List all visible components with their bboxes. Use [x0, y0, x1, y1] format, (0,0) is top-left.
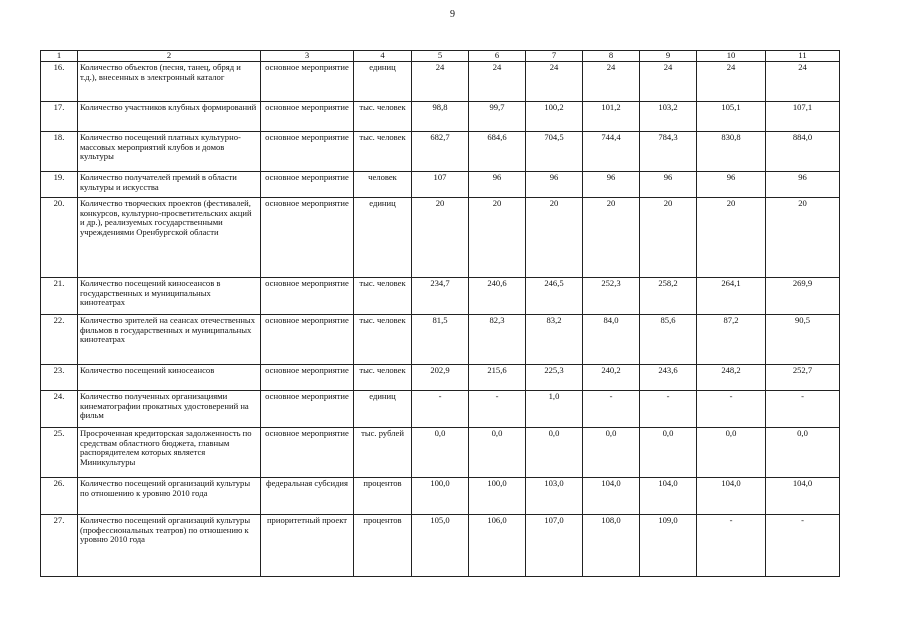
indicator-name: Количество посещений организаций культуры (профессиональных театров) по отношению к уровню 2010 года — [78, 514, 261, 576]
row-number: 18. — [41, 131, 78, 171]
page-number: 9 — [450, 9, 455, 20]
value-cell: 81,5 — [412, 314, 469, 364]
value-cell: 744,4 — [583, 131, 640, 171]
value-cell: 108,0 — [583, 514, 640, 576]
value-cell: 103,2 — [640, 101, 697, 131]
value-cell: 20 — [697, 197, 766, 277]
table-row — [41, 364, 840, 390]
value-cell: 20 — [412, 197, 469, 277]
value-cell: 24 — [697, 61, 766, 101]
table-row — [41, 171, 840, 197]
row-number: 27. — [41, 514, 78, 576]
value-cell: 240,6 — [469, 277, 526, 314]
value-cell: 96 — [583, 171, 640, 197]
unit-cell: тыс. человек — [354, 364, 412, 390]
value-cell: 84,0 — [583, 314, 640, 364]
value-cell: 243,6 — [640, 364, 697, 390]
value-cell: 20 — [640, 197, 697, 277]
value-cell: 107,1 — [766, 101, 840, 131]
value-cell: 264,1 — [697, 277, 766, 314]
indicators-table — [40, 50, 840, 577]
event-type: федеральная субсидия — [261, 477, 354, 514]
value-cell: 99,7 — [469, 101, 526, 131]
event-type: основное мероприятие — [261, 427, 354, 477]
indicator-name: Количество посещений организаций культуры по отношению к уровню 2010 года — [78, 477, 261, 514]
indicator-name: Количество полученных организациями кинематографии прокатных удостоверений на фильм — [78, 390, 261, 427]
column-header: 2 — [78, 51, 261, 62]
table-row — [41, 101, 840, 131]
event-type: основное мероприятие — [261, 197, 354, 277]
value-cell: 106,0 — [469, 514, 526, 576]
value-cell: 96 — [766, 171, 840, 197]
indicator-name: Просроченная кредиторская задолженность по средствам областного бюджета, главным распорядителем которых является Миникультуры — [78, 427, 261, 477]
column-header: 9 — [640, 51, 697, 62]
value-cell: 104,0 — [640, 477, 697, 514]
value-cell: 704,5 — [526, 131, 583, 171]
value-cell: 225,3 — [526, 364, 583, 390]
value-cell: 104,0 — [583, 477, 640, 514]
value-cell: 0,0 — [766, 427, 840, 477]
row-number: 17. — [41, 101, 78, 131]
value-cell: 105,0 — [412, 514, 469, 576]
value-cell: - — [640, 390, 697, 427]
unit-cell: единиц — [354, 197, 412, 277]
value-cell: 0,0 — [469, 427, 526, 477]
row-number: 24. — [41, 390, 78, 427]
value-cell: 0,0 — [640, 427, 697, 477]
value-cell: - — [412, 390, 469, 427]
value-cell: 107,0 — [526, 514, 583, 576]
value-cell: 684,6 — [469, 131, 526, 171]
value-cell: 20 — [526, 197, 583, 277]
value-cell: - — [766, 390, 840, 427]
value-cell: 104,0 — [766, 477, 840, 514]
row-number: 23. — [41, 364, 78, 390]
event-type: приоритетный проект — [261, 514, 354, 576]
value-cell: 0,0 — [412, 427, 469, 477]
unit-cell: единиц — [354, 390, 412, 427]
value-cell: 20 — [583, 197, 640, 277]
header-row — [41, 51, 840, 62]
value-cell: 20 — [469, 197, 526, 277]
value-cell: - — [697, 514, 766, 576]
unit-cell: тыс. человек — [354, 277, 412, 314]
event-type: основное мероприятие — [261, 101, 354, 131]
indicator-name: Количество получателей премий в области культуры и искусства — [78, 171, 261, 197]
value-cell: 0,0 — [526, 427, 583, 477]
column-header: 4 — [354, 51, 412, 62]
value-cell: 202,9 — [412, 364, 469, 390]
unit-cell: процентов — [354, 514, 412, 576]
row-number: 25. — [41, 427, 78, 477]
value-cell: 252,3 — [583, 277, 640, 314]
value-cell: - — [469, 390, 526, 427]
column-header: 11 — [766, 51, 840, 62]
row-number: 20. — [41, 197, 78, 277]
value-cell: 96 — [640, 171, 697, 197]
value-cell: 248,2 — [697, 364, 766, 390]
value-cell: 24 — [640, 61, 697, 101]
unit-cell: человек — [354, 171, 412, 197]
column-header: 10 — [697, 51, 766, 62]
value-cell: 82,3 — [469, 314, 526, 364]
unit-cell: тыс. человек — [354, 101, 412, 131]
indicator-name: Количество объектов (песня, танец, обряд и т.д.), внесенных в электронный каталог — [78, 61, 261, 101]
value-cell: 96 — [697, 171, 766, 197]
row-number: 22. — [41, 314, 78, 364]
value-cell: 96 — [526, 171, 583, 197]
value-cell: - — [766, 514, 840, 576]
value-cell: 104,0 — [697, 477, 766, 514]
unit-cell: тыс. человек — [354, 314, 412, 364]
value-cell: 252,7 — [766, 364, 840, 390]
column-header: 6 — [469, 51, 526, 62]
event-type: основное мероприятие — [261, 364, 354, 390]
column-header: 5 — [412, 51, 469, 62]
value-cell: 24 — [469, 61, 526, 101]
unit-cell: процентов — [354, 477, 412, 514]
value-cell: 1,0 — [526, 390, 583, 427]
event-type: основное мероприятие — [261, 277, 354, 314]
value-cell: 100,0 — [469, 477, 526, 514]
value-cell: 24 — [766, 61, 840, 101]
column-header: 8 — [583, 51, 640, 62]
table-row — [41, 314, 840, 364]
indicator-name: Количество творческих проектов (фестивалей, конкурсов, культурно-просветительских акций и др.), реализуемых государственными учреждениями Оренбургской области — [78, 197, 261, 277]
column-header: 1 — [41, 51, 78, 62]
value-cell: 830,8 — [697, 131, 766, 171]
value-cell: - — [697, 390, 766, 427]
value-cell: 784,3 — [640, 131, 697, 171]
table-row — [41, 197, 840, 277]
value-cell: 246,5 — [526, 277, 583, 314]
event-type: основное мероприятие — [261, 390, 354, 427]
value-cell: 85,6 — [640, 314, 697, 364]
value-cell: 20 — [766, 197, 840, 277]
value-cell: 105,1 — [697, 101, 766, 131]
indicator-name: Количество посещений платных культурно-массовых мероприятий клубов и домов культуры — [78, 131, 261, 171]
value-cell: 269,9 — [766, 277, 840, 314]
value-cell: 682,7 — [412, 131, 469, 171]
table-row — [41, 427, 840, 477]
table-row — [41, 390, 840, 427]
value-cell: 0,0 — [583, 427, 640, 477]
value-cell: 103,0 — [526, 477, 583, 514]
indicator-name: Количество зрителей на сеансах отечественных фильмов в государственных и муниципальных кинотеатрах — [78, 314, 261, 364]
value-cell: 234,7 — [412, 277, 469, 314]
indicator-name: Количество участников клубных формирований — [78, 101, 261, 131]
unit-cell: единиц — [354, 61, 412, 101]
value-cell: 240,2 — [583, 364, 640, 390]
value-cell: 98,8 — [412, 101, 469, 131]
event-type: основное мероприятие — [261, 314, 354, 364]
column-header: 3 — [261, 51, 354, 62]
value-cell: 90,5 — [766, 314, 840, 364]
value-cell: 215,6 — [469, 364, 526, 390]
value-cell: 109,0 — [640, 514, 697, 576]
value-cell: 96 — [469, 171, 526, 197]
row-number: 19. — [41, 171, 78, 197]
value-cell: 258,2 — [640, 277, 697, 314]
table-row — [41, 514, 840, 576]
unit-cell: тыс. рублей — [354, 427, 412, 477]
indicator-name: Количество посещений киносеансов в государственных и муниципальных кинотеатрах — [78, 277, 261, 314]
row-number: 26. — [41, 477, 78, 514]
value-cell: 884,0 — [766, 131, 840, 171]
event-type: основное мероприятие — [261, 171, 354, 197]
value-cell: 24 — [412, 61, 469, 101]
value-cell: 100,0 — [412, 477, 469, 514]
value-cell: 83,2 — [526, 314, 583, 364]
indicator-name: Количество посещений киносеансов — [78, 364, 261, 390]
event-type: основное мероприятие — [261, 61, 354, 101]
unit-cell: тыс. человек — [354, 131, 412, 171]
table-row — [41, 61, 840, 101]
value-cell: 101,2 — [583, 101, 640, 131]
column-header: 7 — [526, 51, 583, 62]
value-cell: 0,0 — [697, 427, 766, 477]
row-number: 21. — [41, 277, 78, 314]
table-row — [41, 131, 840, 171]
table-row — [41, 277, 840, 314]
table-row — [41, 477, 840, 514]
value-cell: 107 — [412, 171, 469, 197]
row-number: 16. — [41, 61, 78, 101]
value-cell: 100,2 — [526, 101, 583, 131]
event-type: основное мероприятие — [261, 131, 354, 171]
value-cell: 87,2 — [697, 314, 766, 364]
value-cell: - — [583, 390, 640, 427]
value-cell: 24 — [526, 61, 583, 101]
value-cell: 24 — [583, 61, 640, 101]
